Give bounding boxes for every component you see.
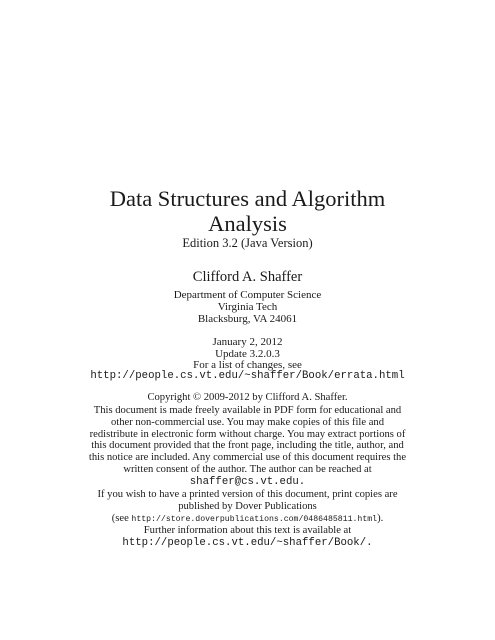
print-line-1: If you wish to have a printed version of this document, print copies are: [97, 489, 398, 500]
update-version: Update 3.2.0.3: [215, 348, 280, 360]
license-line-2: other non-commercial use. You may make copies of this file and: [110, 417, 385, 428]
license-line-3: redistribute in electronic form without charge. You may extract portions of: [89, 429, 406, 440]
book-title-line-2: Analysis: [208, 211, 287, 236]
author-department: Department of Computer Science: [173, 289, 322, 301]
dover-prefix: (see: [111, 513, 132, 524]
dover-link[interactable]: http://store.doverpublications.com/0486485811.html: [131, 515, 378, 524]
copyright-notice: Copyright © 2009-2012 by Clifford A. Shaffer.: [147, 392, 348, 403]
errata-link[interactable]: http://people.cs.vt.edu/~shaffer/Book/errata.html: [90, 370, 405, 382]
further-info: Further information about this text is available at: [143, 525, 352, 536]
author-email[interactable]: shaffer@cs.vt.edu.: [189, 476, 306, 488]
book-title-line-1: Data Structures and Algorithm: [109, 186, 386, 211]
dover-reference: [0, 514, 495, 525]
author-name: Clifford A. Shaffer: [192, 269, 303, 285]
license-line-5: this notice are included. Any commercial use of this document requires the: [88, 452, 407, 463]
license-line-6: written consent of the author. The author can be reached at: [123, 464, 372, 475]
print-line-2: published by Dover Publications: [178, 501, 317, 512]
license-line-1: This document is made freely available in PDF form for educational and: [93, 405, 402, 416]
edition: Edition 3.2 (Java Version): [182, 236, 313, 250]
author-university: Virginia Tech: [217, 301, 278, 313]
changes-note: For a list of changes, see: [193, 359, 302, 371]
author-location: Blacksburg, VA 24061: [197, 313, 298, 325]
book-homepage-link[interactable]: http://people.cs.vt.edu/~shaffer/Book/.: [122, 537, 373, 549]
license-line-4: this document provided that the front page, including the title, author, and: [91, 440, 404, 451]
release-date: January 2, 2012: [212, 336, 283, 348]
dover-suffix: ).: [377, 513, 384, 524]
